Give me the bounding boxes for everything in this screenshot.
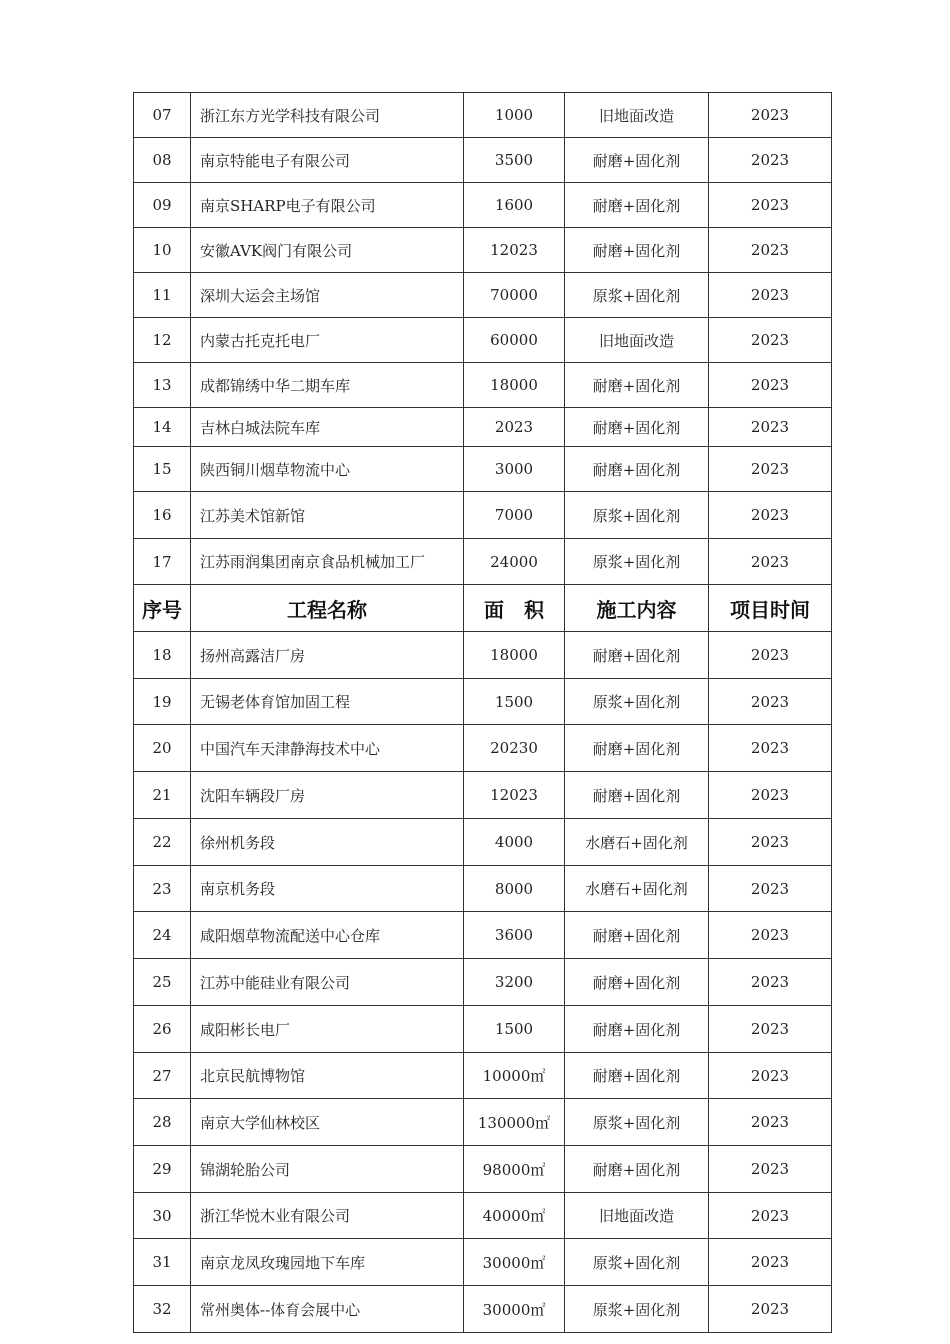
table-row <box>134 772 832 819</box>
cell-index: 21 <box>134 772 191 819</box>
cell-index: 19 <box>134 679 191 725</box>
cell-time: 2023 <box>709 273 832 318</box>
cell-name: 吉林白城法院车库 <box>191 408 464 447</box>
table-row <box>134 1239 832 1286</box>
cell-time: 2023 <box>709 632 832 679</box>
cell-name: 南京龙凤玫瑰园地下车库 <box>191 1239 464 1286</box>
cell-area: 18000 <box>464 632 565 679</box>
table-row <box>134 1146 832 1193</box>
header-index: 序号 <box>134 585 191 632</box>
cell-index: 16 <box>134 492 191 539</box>
cell-area: 10000㎡ <box>464 1053 565 1099</box>
cell-index: 14 <box>134 408 191 447</box>
table-row <box>134 1286 832 1333</box>
cell-name: 深圳大运会主场馆 <box>191 273 464 318</box>
cell-content: 耐磨+固化剂 <box>565 363 709 408</box>
table-row <box>134 138 832 183</box>
cell-name: 浙江东方光学科技有限公司 <box>191 93 464 138</box>
cell-time: 2023 <box>709 363 832 408</box>
cell-time: 2023 <box>709 228 832 273</box>
cell-index: 09 <box>134 183 191 228</box>
cell-time: 2023 <box>709 1006 832 1053</box>
cell-content: 原浆+固化剂 <box>565 492 709 539</box>
cell-time: 2023 <box>709 866 832 912</box>
cell-content: 耐磨+固化剂 <box>565 138 709 183</box>
table-row <box>134 912 832 959</box>
cell-content: 原浆+固化剂 <box>565 1099 709 1146</box>
header-area: 面 积 <box>464 585 565 632</box>
cell-index: 23 <box>134 866 191 912</box>
cell-time: 2023 <box>709 725 832 772</box>
cell-content: 耐磨+固化剂 <box>565 959 709 1006</box>
cell-area: 4000 <box>464 819 565 866</box>
table-row <box>134 819 832 866</box>
table-row <box>134 959 832 1006</box>
cell-area: 3500 <box>464 138 565 183</box>
cell-time: 2023 <box>709 93 832 138</box>
cell-index: 07 <box>134 93 191 138</box>
cell-area: 24000 <box>464 539 565 585</box>
cell-content: 耐磨+固化剂 <box>565 772 709 819</box>
cell-area: 8000 <box>464 866 565 912</box>
cell-time: 2023 <box>709 1286 832 1333</box>
cell-index: 24 <box>134 912 191 959</box>
cell-area: 1500 <box>464 1006 565 1053</box>
cell-index: 08 <box>134 138 191 183</box>
cell-content: 原浆+固化剂 <box>565 539 709 585</box>
cell-name: 南京SHARP电子有限公司 <box>191 183 464 228</box>
header-content: 施工内容 <box>565 585 709 632</box>
cell-index: 32 <box>134 1286 191 1333</box>
cell-area: 20230 <box>464 725 565 772</box>
cell-name: 扬州高露洁厂房 <box>191 632 464 679</box>
cell-content: 耐磨+固化剂 <box>565 183 709 228</box>
cell-index: 12 <box>134 318 191 363</box>
cell-name: 南京特能电子有限公司 <box>191 138 464 183</box>
cell-index: 15 <box>134 447 191 492</box>
cell-name: 江苏美术馆新馆 <box>191 492 464 539</box>
cell-name: 江苏雨润集团南京食品机械加工厂 <box>191 539 464 585</box>
cell-name: 北京民航博物馆 <box>191 1053 464 1099</box>
cell-time: 2023 <box>709 539 832 585</box>
cell-area: 1000 <box>464 93 565 138</box>
cell-content: 原浆+固化剂 <box>565 273 709 318</box>
table-row <box>134 1006 832 1053</box>
table-row <box>134 679 832 725</box>
cell-time: 2023 <box>709 1146 832 1193</box>
cell-content: 原浆+固化剂 <box>565 1239 709 1286</box>
table-row <box>134 866 832 912</box>
cell-content: 原浆+固化剂 <box>565 679 709 725</box>
table-row <box>134 93 832 138</box>
cell-time: 2023 <box>709 1053 832 1099</box>
cell-name: 陕西铜川烟草物流中心 <box>191 447 464 492</box>
cell-time: 2023 <box>709 1239 832 1286</box>
table-header-section <box>134 585 832 632</box>
cell-index: 17 <box>134 539 191 585</box>
projects-table <box>133 92 832 1333</box>
cell-time: 2023 <box>709 679 832 725</box>
cell-content: 旧地面改造 <box>565 93 709 138</box>
cell-index: 18 <box>134 632 191 679</box>
cell-content: 水磨石+固化剂 <box>565 819 709 866</box>
cell-area: 30000㎡ <box>464 1239 565 1286</box>
cell-time: 2023 <box>709 1099 832 1146</box>
cell-time: 2023 <box>709 772 832 819</box>
cell-name: 锦湖轮胎公司 <box>191 1146 464 1193</box>
cell-area: 30000㎡ <box>464 1286 565 1333</box>
table-row <box>134 363 832 408</box>
table-row <box>134 539 832 585</box>
table-row <box>134 632 832 679</box>
cell-area: 3000 <box>464 447 565 492</box>
table-header-row <box>134 585 832 632</box>
cell-name: 常州奥体--体育会展中心 <box>191 1286 464 1333</box>
cell-content: 耐磨+固化剂 <box>565 1006 709 1053</box>
cell-time: 2023 <box>709 1193 832 1239</box>
cell-time: 2023 <box>709 912 832 959</box>
cell-index: 27 <box>134 1053 191 1099</box>
cell-area: 98000㎡ <box>464 1146 565 1193</box>
table-body-top <box>134 93 832 585</box>
table-row <box>134 408 832 447</box>
cell-index: 10 <box>134 228 191 273</box>
cell-area: 3600 <box>464 912 565 959</box>
cell-content: 水磨石+固化剂 <box>565 866 709 912</box>
cell-area: 18000 <box>464 363 565 408</box>
cell-time: 2023 <box>709 318 832 363</box>
table-row <box>134 447 832 492</box>
cell-name: 沈阳车辆段厂房 <box>191 772 464 819</box>
cell-name: 安徽AVK阀门有限公司 <box>191 228 464 273</box>
table-row <box>134 318 832 363</box>
header-time: 项目时间 <box>709 585 832 632</box>
cell-area: 40000㎡ <box>464 1193 565 1239</box>
cell-area: 12023 <box>464 772 565 819</box>
table-row <box>134 1053 832 1099</box>
cell-content: 耐磨+固化剂 <box>565 228 709 273</box>
table-row <box>134 492 832 539</box>
cell-content: 耐磨+固化剂 <box>565 632 709 679</box>
cell-area: 7000 <box>464 492 565 539</box>
cell-index: 22 <box>134 819 191 866</box>
cell-time: 2023 <box>709 138 832 183</box>
cell-name: 咸阳烟草物流配送中心仓库 <box>191 912 464 959</box>
cell-area: 2023 <box>464 408 565 447</box>
table-row <box>134 228 832 273</box>
cell-area: 60000 <box>464 318 565 363</box>
cell-index: 25 <box>134 959 191 1006</box>
cell-area: 1500 <box>464 679 565 725</box>
cell-name: 南京大学仙林校区 <box>191 1099 464 1146</box>
cell-name: 徐州机务段 <box>191 819 464 866</box>
table-row <box>134 725 832 772</box>
cell-content: 旧地面改造 <box>565 1193 709 1239</box>
cell-time: 2023 <box>709 183 832 228</box>
header-name: 工程名称 <box>191 585 464 632</box>
cell-area: 1600 <box>464 183 565 228</box>
cell-name: 咸阳彬长电厂 <box>191 1006 464 1053</box>
cell-area: 12023 <box>464 228 565 273</box>
cell-index: 29 <box>134 1146 191 1193</box>
cell-content: 耐磨+固化剂 <box>565 1053 709 1099</box>
cell-index: 20 <box>134 725 191 772</box>
cell-area: 3200 <box>464 959 565 1006</box>
cell-name: 浙江华悦木业有限公司 <box>191 1193 464 1239</box>
cell-index: 28 <box>134 1099 191 1146</box>
cell-name: 内蒙古托克托电厂 <box>191 318 464 363</box>
cell-content: 耐磨+固化剂 <box>565 1146 709 1193</box>
table-body-bottom <box>134 632 832 1333</box>
cell-content: 耐磨+固化剂 <box>565 725 709 772</box>
cell-time: 2023 <box>709 819 832 866</box>
cell-content: 原浆+固化剂 <box>565 1286 709 1333</box>
cell-name: 江苏中能硅业有限公司 <box>191 959 464 1006</box>
cell-time: 2023 <box>709 959 832 1006</box>
cell-index: 30 <box>134 1193 191 1239</box>
cell-name: 成都锦绣中华二期车库 <box>191 363 464 408</box>
cell-content: 耐磨+固化剂 <box>565 408 709 447</box>
cell-area: 70000 <box>464 273 565 318</box>
cell-content: 耐磨+固化剂 <box>565 447 709 492</box>
cell-name: 南京机务段 <box>191 866 464 912</box>
cell-time: 2023 <box>709 492 832 539</box>
table-row <box>134 273 832 318</box>
table-row <box>134 1193 832 1239</box>
table-row <box>134 183 832 228</box>
cell-area: 130000㎡ <box>464 1099 565 1146</box>
cell-content: 旧地面改造 <box>565 318 709 363</box>
cell-index: 11 <box>134 273 191 318</box>
table-row <box>134 1099 832 1146</box>
cell-index: 13 <box>134 363 191 408</box>
cell-name: 中国汽车天津静海技术中心 <box>191 725 464 772</box>
cell-index: 31 <box>134 1239 191 1286</box>
cell-content: 耐磨+固化剂 <box>565 912 709 959</box>
cell-index: 26 <box>134 1006 191 1053</box>
cell-time: 2023 <box>709 447 832 492</box>
cell-name: 无锡老体育馆加固工程 <box>191 679 464 725</box>
cell-time: 2023 <box>709 408 832 447</box>
